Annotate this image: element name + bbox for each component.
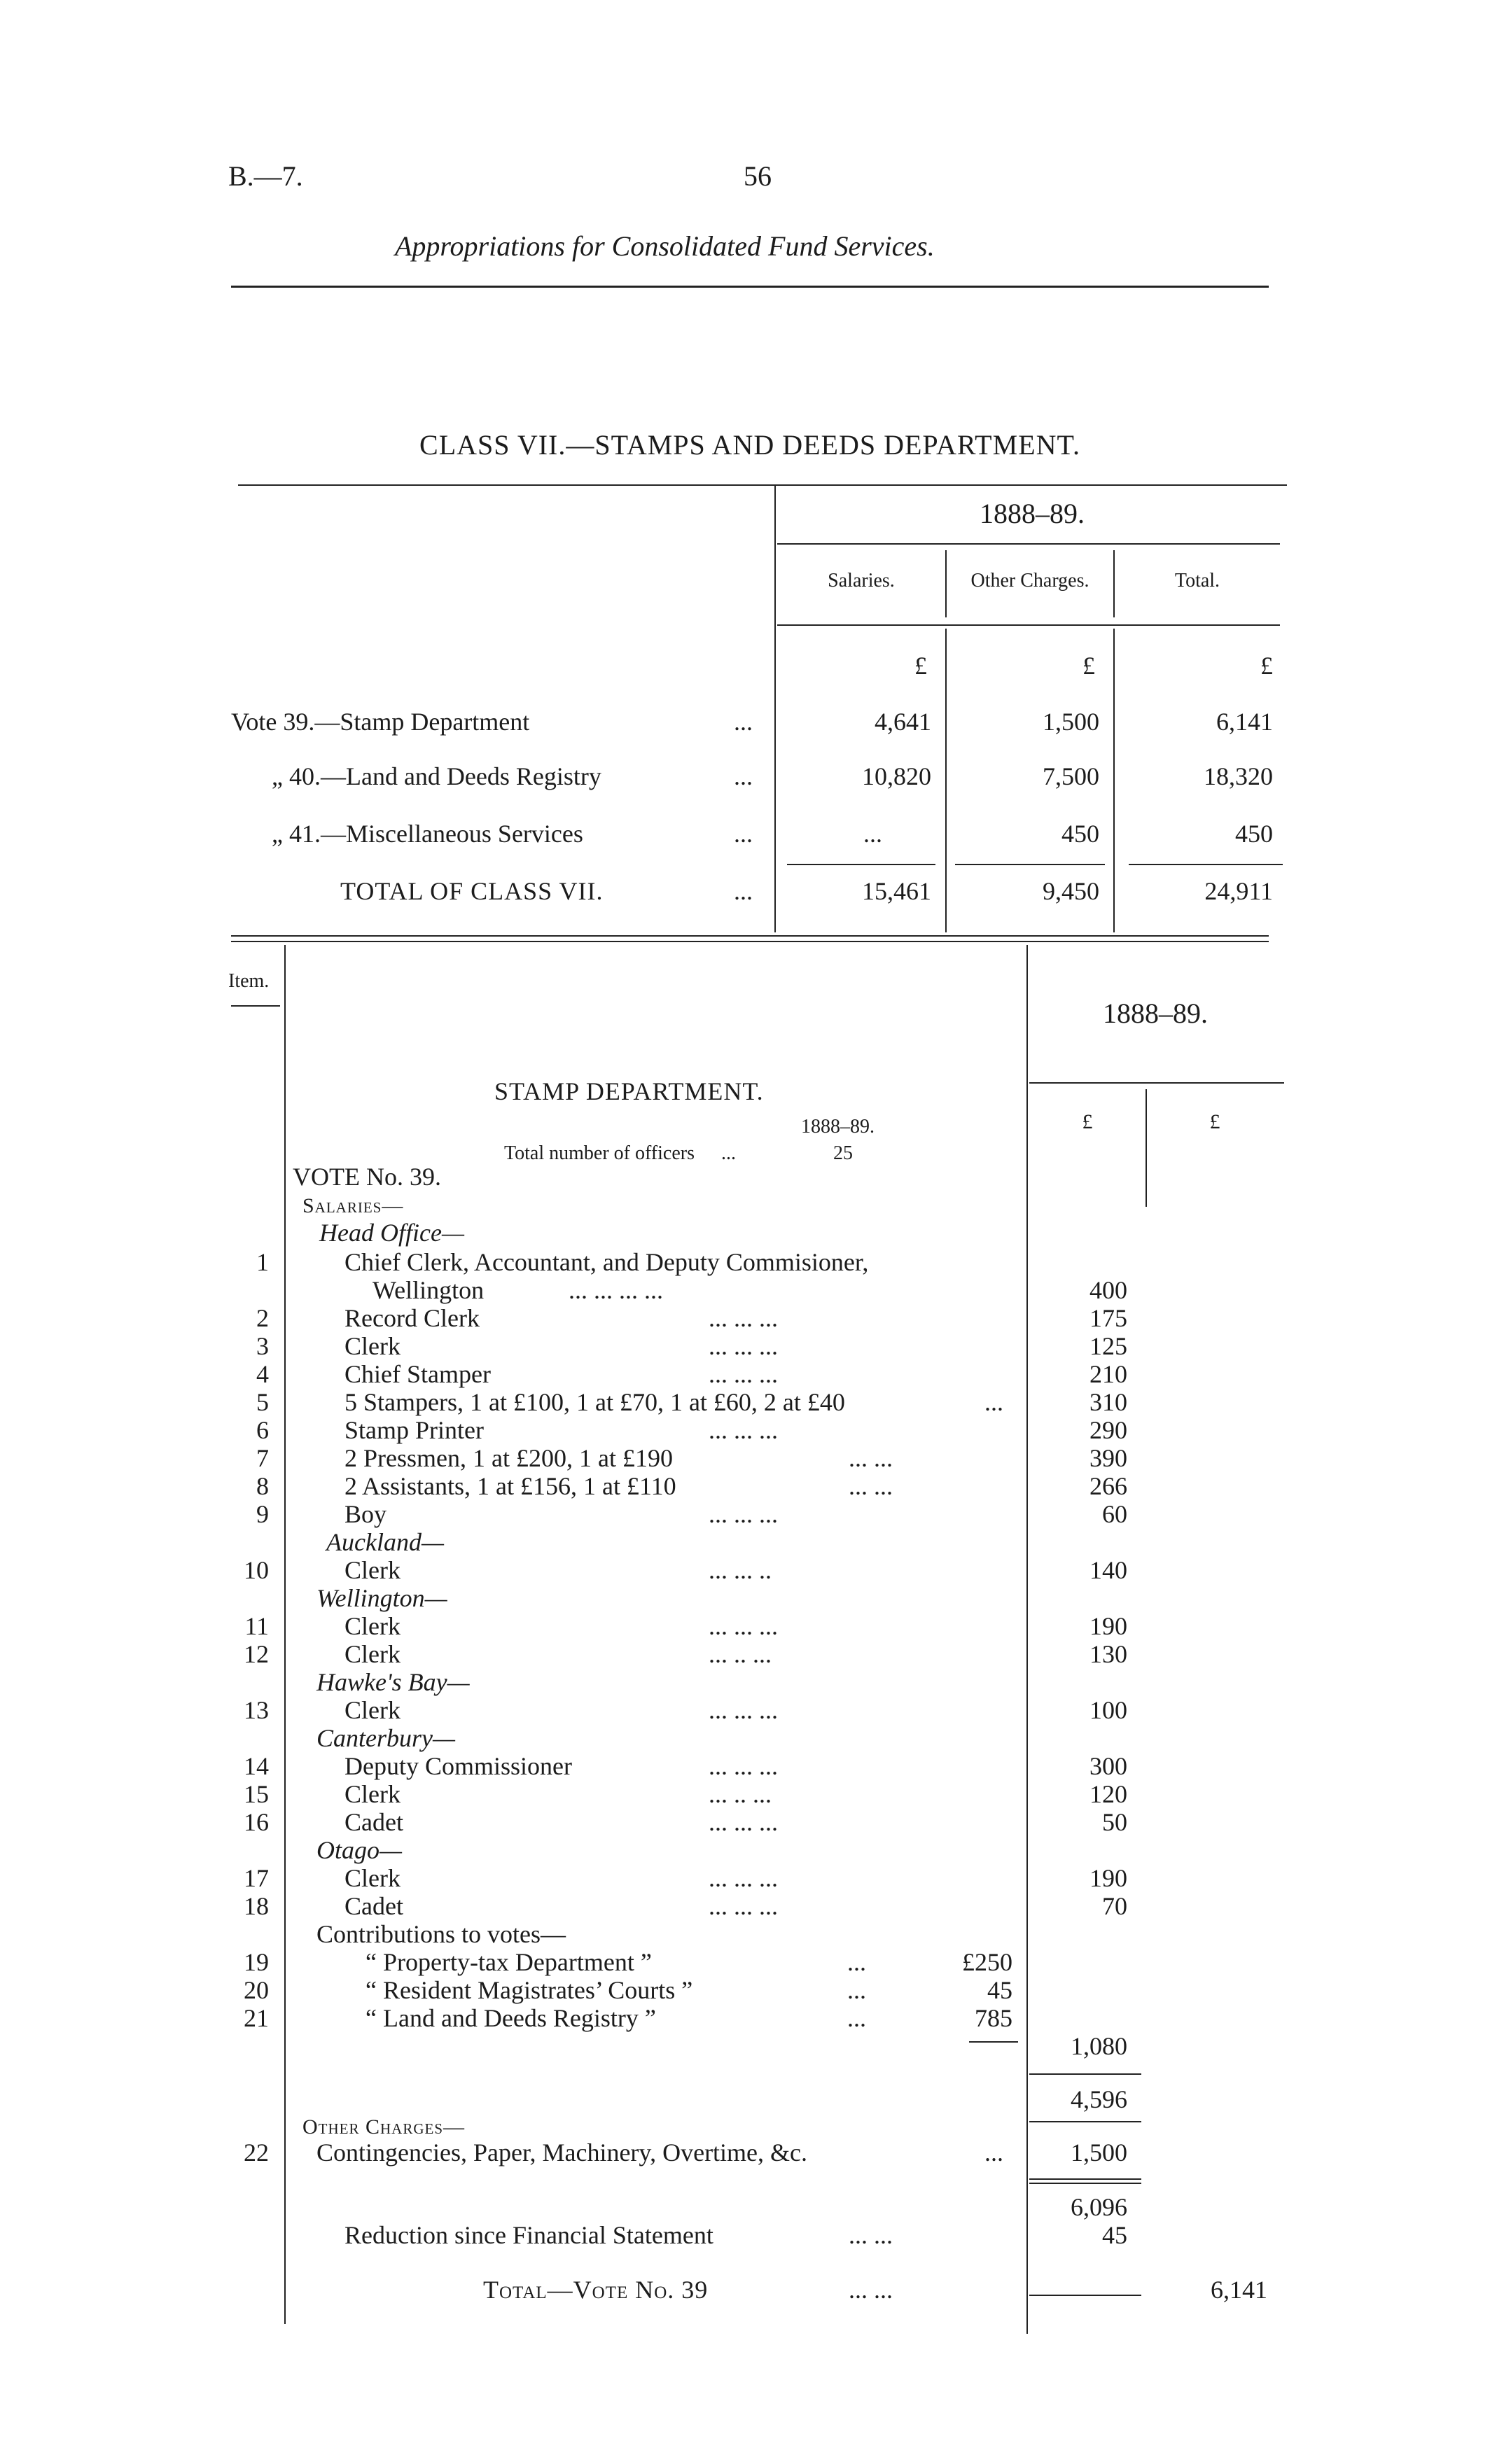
summary-total-label: TOTAL OF CLASS VII.: [340, 877, 604, 905]
summary-total-other: 9,450: [1043, 877, 1099, 905]
summary-row-salaries: ...: [863, 820, 882, 848]
item-description: Clerk: [344, 1696, 401, 1724]
contrib-sum-rule: [969, 2041, 1018, 2043]
summary-row-dots: ...: [734, 762, 753, 790]
contrib-total: 1,080: [1071, 2032, 1127, 2060]
item-description-cont: Wellington: [372, 1276, 485, 1304]
item-description: Clerk: [344, 1864, 401, 1892]
item-header-rule: [231, 1005, 280, 1007]
dept-title: STAMP DEPARTMENT.: [494, 1077, 764, 1105]
summary-row-other: 7,500: [1043, 762, 1099, 790]
item-amount: 130: [1089, 1640, 1127, 1668]
item-amount: 390: [1089, 1444, 1127, 1472]
item-description: “ Land and Deeds Registry ”: [365, 2004, 656, 2032]
summary-top-rule: [238, 484, 1287, 486]
item-number: 17: [244, 1864, 269, 1892]
summary-bottom-rule: [231, 935, 1269, 937]
item-description: Cadet: [344, 1808, 403, 1836]
item-amount: 210: [1089, 1360, 1127, 1388]
item-number: 20: [244, 1976, 269, 2004]
item-description: “ Resident Magistrates’ Courts ”: [365, 1976, 693, 2004]
reduction-dots: ... ...: [849, 2221, 893, 2249]
salaries-heading: Salaries—: [302, 1194, 404, 1217]
item-number: 15: [244, 1780, 269, 1808]
head-office-heading: Head Office—: [319, 1219, 464, 1247]
item-number: 18: [244, 1892, 269, 1920]
item-amount: 100: [1089, 1696, 1127, 1724]
item-amount: 290: [1089, 1416, 1127, 1444]
item-dots: ...: [984, 1388, 1003, 1416]
item-dots: ...: [847, 1948, 866, 1976]
summary-row-label: „ 41.—Miscellaneous Services: [272, 820, 583, 848]
col-header-salaries: Salaries.: [828, 570, 895, 592]
salaries-total: 4,596: [1071, 2085, 1127, 2113]
summary-row-other: 1,500: [1043, 708, 1099, 736]
vote-total-amount: 6,141: [1211, 2276, 1267, 2304]
summary-sum-rule: [955, 864, 1105, 865]
item-amount: 310: [1089, 1388, 1127, 1416]
item-description: “ Property-tax Department ”: [365, 1948, 652, 1976]
item-description: Clerk: [344, 1640, 401, 1668]
item-amount: 120: [1089, 1780, 1127, 1808]
summary-row-total: 6,141: [1216, 708, 1273, 736]
item-amount: 190: [1089, 1612, 1127, 1640]
summary-row-salaries: 10,820: [862, 762, 931, 790]
item-amount: 140: [1089, 1556, 1127, 1584]
summary-sum-rule: [787, 864, 935, 865]
col-header-other-charges: Other Charges.: [970, 570, 1089, 592]
item-amount: 190: [1089, 1864, 1127, 1892]
item-description: Clerk: [344, 1780, 401, 1808]
item-col-divider: [284, 945, 286, 2324]
item-dots: ...: [847, 2004, 866, 2032]
item-number: 4: [256, 1360, 269, 1388]
summary-total-salaries: 15,461: [862, 877, 931, 905]
item-dots: ... .. ...: [709, 1640, 772, 1668]
item-description: Chief Clerk, Accountant, and Deputy Commisioner,: [344, 1248, 869, 1276]
item-dots: ... ... ...: [709, 1864, 778, 1892]
summary-total-dots: ...: [734, 877, 753, 905]
col-header-total: Total.: [1174, 570, 1220, 592]
auckland-heading: Auckland—: [326, 1528, 444, 1556]
item-number: 19: [244, 1948, 269, 1976]
summary-row-label: „ 40.—Land and Deeds Registry: [272, 762, 601, 790]
officers-dots: ...: [721, 1142, 736, 1164]
currency-other: £: [1082, 652, 1095, 680]
item-description: 5 Stampers, 1 at £100, 1 at £70, 1 at £60, 2 at £40: [344, 1388, 845, 1416]
item-amount: 1,500: [1071, 2138, 1127, 2166]
item-number: 14: [244, 1752, 269, 1780]
item-dots: ...: [984, 2138, 1003, 2166]
item-number: 1: [256, 1248, 269, 1276]
item-amount: £250: [962, 1948, 1012, 1976]
item-description: Clerk: [344, 1332, 401, 1360]
item-number: 22: [244, 2138, 269, 2166]
item-description: 2 Pressmen, 1 at £200, 1 at £190: [344, 1444, 673, 1472]
summary-colhead-rule: [777, 624, 1280, 626]
item-dots: ... ... ...: [709, 1892, 778, 1920]
item-amount: 70: [1102, 1892, 1127, 1920]
item-number: 6: [256, 1416, 269, 1444]
grand-sum-rule-2: [1029, 2183, 1141, 2184]
item-description: Chief Stamper: [344, 1360, 491, 1388]
item-description: Boy: [344, 1500, 387, 1528]
summary-row-dots: ...: [734, 708, 753, 736]
item-amount: 400: [1089, 1276, 1127, 1304]
reduction-amount: 45: [1102, 2221, 1127, 2249]
item-dots: ... ... ...: [709, 1696, 778, 1724]
summary-row-total: 18,320: [1204, 762, 1273, 790]
item-description: Contingencies, Paper, Machinery, Overtime, &c.: [316, 2138, 808, 2166]
item-number: 10: [244, 1556, 269, 1584]
hawkes-bay-heading: Hawke's Bay—: [316, 1668, 470, 1696]
item-number: 7: [256, 1444, 269, 1472]
sum-total: 6,096: [1071, 2193, 1127, 2221]
item-number: 9: [256, 1500, 269, 1528]
item-description: Clerk: [344, 1556, 401, 1584]
item-number: 2: [256, 1304, 269, 1332]
amount-col-divider: [1026, 945, 1028, 2334]
item-dots: ... ... ..: [709, 1556, 772, 1584]
item-dots: ... ... ...: [709, 1304, 778, 1332]
other-charges-rule: [1029, 2121, 1141, 2122]
page-number: 56: [744, 160, 772, 192]
item-description: Clerk: [344, 1612, 401, 1640]
canterbury-heading: Canterbury—: [316, 1724, 455, 1752]
summary-title: CLASS VII.—STAMPS AND DEEDS DEPARTMENT.: [419, 429, 1080, 461]
item-number: 3: [256, 1332, 269, 1360]
currency-total: £: [1260, 652, 1273, 680]
item-amount: 125: [1089, 1332, 1127, 1360]
item-dots: ...: [847, 1976, 866, 2004]
item-amount: 266: [1089, 1472, 1127, 1500]
grand-sum-rule: [1029, 2178, 1141, 2180]
item-number: 16: [244, 1808, 269, 1836]
wellington-heading: Wellington—: [316, 1584, 447, 1612]
currency-salaries: £: [914, 652, 927, 680]
summary-row-label: Vote 39.—Stamp Department: [231, 708, 530, 736]
detail-currency-1: £: [1082, 1110, 1093, 1133]
summary-total-total: 24,911: [1204, 877, 1273, 905]
summary-row-salaries: 4,641: [875, 708, 931, 736]
item-dots: ... ... ...: [709, 1808, 778, 1836]
reduction-label: Reduction since Financial Statement: [344, 2221, 713, 2249]
item-header: Item.: [228, 970, 270, 992]
item-amount: 175: [1089, 1304, 1127, 1332]
item-description: 2 Assistants, 1 at £156, 1 at £110: [344, 1472, 676, 1500]
item-number: 12: [244, 1640, 269, 1668]
officers-label: Total number of officers: [504, 1142, 695, 1164]
vote-total-dots: ... ...: [849, 2276, 893, 2304]
item-dots: ... .. ...: [709, 1780, 772, 1808]
amount-inner-divider: [1146, 1089, 1147, 1207]
vote-label: VOTE No. 39.: [293, 1163, 441, 1191]
page-ref: B.—7.: [228, 160, 303, 192]
item-dots: ... ... ...: [709, 1332, 778, 1360]
page-subtitle: Appropriations for Consolidated Fund Services.: [395, 230, 935, 262]
item-dots: ... ... ...: [709, 1612, 778, 1640]
header-rule: [231, 286, 1269, 288]
item-dots: ... ... ...: [709, 1752, 778, 1780]
item-amount: 50: [1102, 1808, 1127, 1836]
summary-year-rule: [777, 543, 1280, 545]
item-description: Cadet: [344, 1892, 403, 1920]
vote-total-label: Total—Vote No. 39: [483, 2276, 709, 2304]
item-amount: 300: [1089, 1752, 1127, 1780]
item-description: Stamp Printer: [344, 1416, 484, 1444]
item-amount: 785: [975, 2004, 1012, 2032]
detail-year-rule: [1029, 1082, 1284, 1084]
summary-row-dots: ...: [734, 820, 753, 848]
item-number: 11: [244, 1612, 269, 1640]
item-dots: ... ... ...: [709, 1360, 778, 1388]
item-amount: 45: [987, 1976, 1012, 2004]
detail-currency-2: £: [1209, 1110, 1220, 1133]
item-number: 21: [244, 2004, 269, 2032]
item-description: Deputy Commissioner: [344, 1752, 572, 1780]
item-number: 8: [256, 1472, 269, 1500]
item-number: 13: [244, 1696, 269, 1724]
summary-row-other: 450: [1061, 820, 1099, 848]
contributions-heading: Contributions to votes—: [316, 1920, 566, 1948]
item-dots: ... ...: [849, 1472, 893, 1500]
other-charges-heading: Other Charges—: [302, 2115, 466, 2138]
officers-count: 25: [833, 1142, 853, 1164]
summary-sum-rule: [1129, 864, 1283, 865]
item-dots: ... ...: [849, 1444, 893, 1472]
item-amount: 60: [1102, 1500, 1127, 1528]
item-dots: ... ... ...: [709, 1500, 778, 1528]
summary-year: 1888–89.: [980, 498, 1085, 529]
detail-year: 1888–89.: [1103, 997, 1208, 1029]
summary-bottom-rule-2: [231, 941, 1269, 942]
item-description: Record Clerk: [344, 1304, 480, 1332]
otago-heading: Otago—: [316, 1836, 403, 1864]
summary-col-divider: [774, 486, 776, 932]
salaries-sum-rule: [1029, 2073, 1141, 2075]
officers-year: 1888–89.: [801, 1116, 875, 1138]
item-number: 5: [256, 1388, 269, 1416]
item-dots: ... ... ... ...: [569, 1276, 663, 1304]
vote-total-rule: [1029, 2295, 1141, 2296]
item-dots: ... ... ...: [709, 1416, 778, 1444]
summary-row-total: 450: [1235, 820, 1273, 848]
